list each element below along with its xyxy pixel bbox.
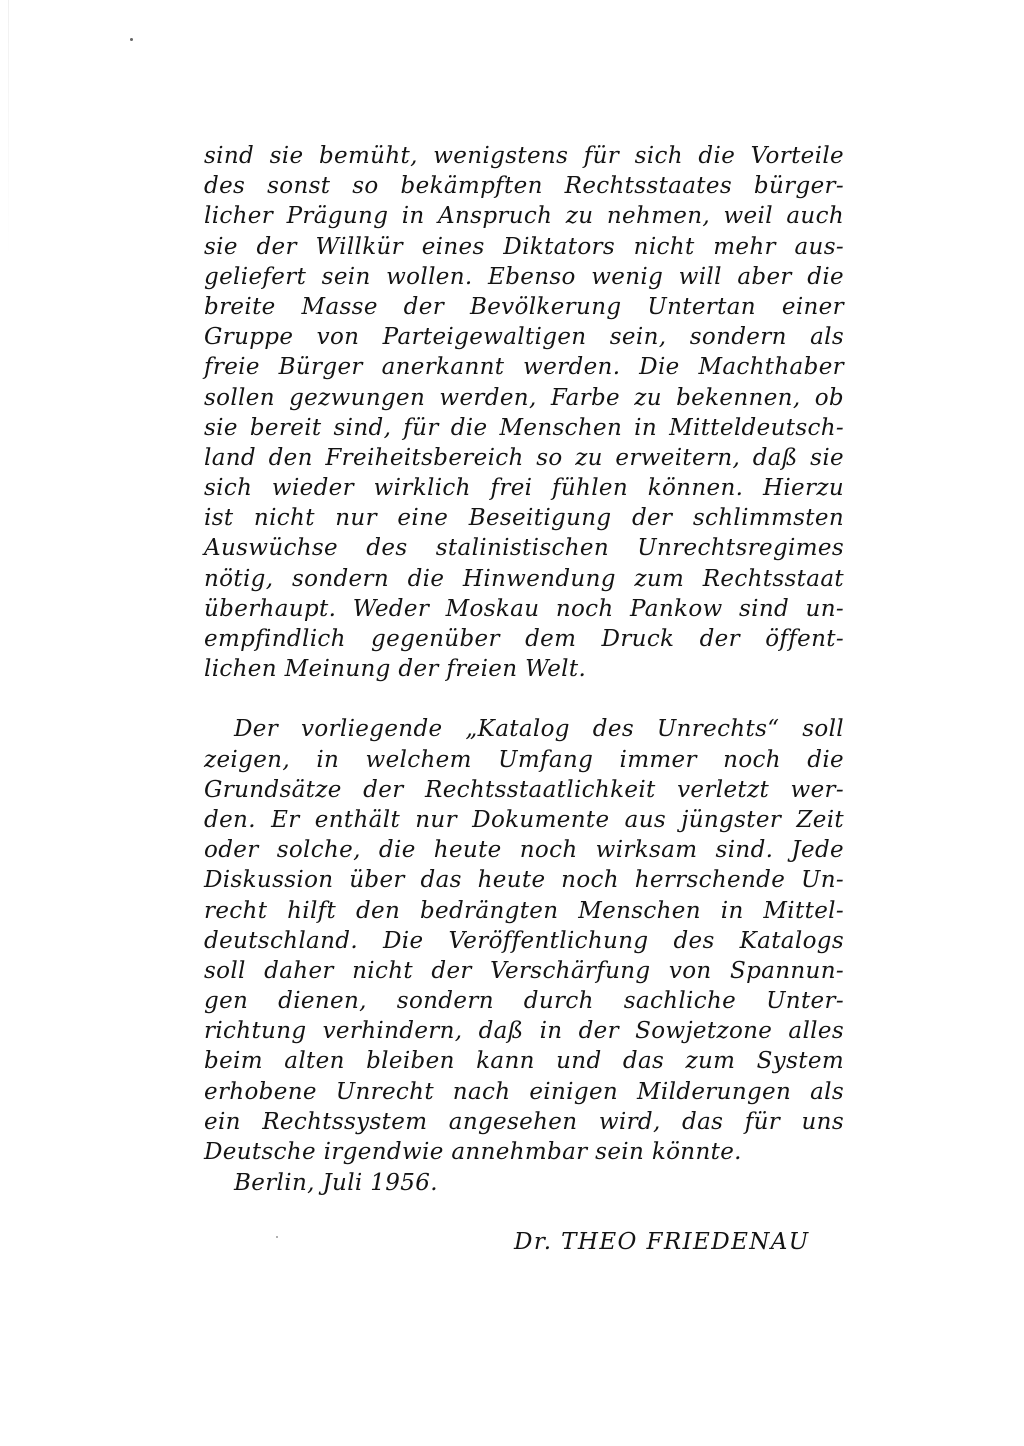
paragraph-1 <box>204 141 844 684</box>
text-line: des sonst so bekämpften Rechtsstaates bürger- <box>204 173 844 200</box>
body-text <box>204 141 844 1167</box>
text-line: empfindlich gegenüber dem Druck der öffent- <box>204 626 844 652</box>
text-line: ein Rechtssystem angesehen wird, das für uns <box>204 1108 844 1135</box>
text-line: ist nicht nur eine Beseitigung der schlimmsten <box>204 505 844 532</box>
text-line: überhaupt. Weder Moskau noch Pankow sind un- <box>204 595 844 622</box>
text-line: beim alten bleiben kann und das zum System <box>204 1048 844 1075</box>
author-signature: Dr. THEO FRIEDENAU <box>514 1229 810 1255</box>
text-line: recht hilft den bedrängten Menschen in Mittel- <box>204 897 844 924</box>
text-line: geliefert sein wollen. Ebenso wenig will aber die <box>204 263 844 290</box>
text-line: zeigen, in welchem Umfang immer noch die <box>204 746 844 773</box>
text-line: den. Er enthält nur Dokumente aus jüngster Zeit <box>204 806 844 833</box>
text-line: erhobene Unrecht nach einigen Milderungen als <box>204 1078 844 1105</box>
scan-speck <box>276 1236 278 1238</box>
text-line: Diskussion über das heute noch herrschende Un- <box>204 867 844 894</box>
text-line: sind sie bemüht, wenigstens für sich die Vorteile <box>204 143 844 169</box>
place-date: Berlin, Juli 1956. <box>234 1170 438 1196</box>
text-line: sie bereit sind, für die Menschen in Mitteldeutsch- <box>204 414 844 441</box>
paragraph-2 <box>204 714 844 1167</box>
text-line: breite Masse der Bevölkerung Untertan einer <box>204 293 844 320</box>
text-line: Der vorliegende „Katalog des Unrechts“ soll <box>234 716 844 743</box>
text-line: sich wieder wirklich frei fühlen können. Hierzu <box>204 475 844 502</box>
scan-edge-shadow <box>8 0 9 260</box>
text-line: soll daher nicht der Verschärfung von Spannun- <box>204 957 844 984</box>
text-line: Gruppe von Parteigewaltigen sein, sondern als <box>204 324 844 351</box>
text-line: sie der Willkür eines Diktators nicht mehr aus- <box>204 233 844 260</box>
scan-speck <box>130 38 133 41</box>
text-line: oder solche, die heute noch wirksam sind. Jede <box>204 837 844 864</box>
text-line: licher Prägung in Anspruch zu nehmen, weil auch <box>204 203 844 230</box>
text-line: lichen Meinung der freien Welt. <box>204 656 587 683</box>
paragraph-gap <box>204 684 844 714</box>
text-line: gen dienen, sondern durch sachliche Unter- <box>204 988 844 1015</box>
text-line: Auswüchse des stalinistischen Unrechtsregimes <box>204 535 844 562</box>
text-line: Grundsätze der Rechtsstaatlichkeit verletzt wer- <box>204 776 844 803</box>
text-line: Deutsche irgendwie annehmbar sein könnte. <box>204 1139 742 1165</box>
text-line: land den Freiheitsbereich so zu erweitern, daß sie <box>204 444 844 471</box>
text-line: nötig, sondern die Hinwendung zum Rechtsstaat <box>204 565 844 592</box>
text-line: deutschland. Die Veröffentlichung des Katalogs <box>204 927 844 954</box>
text-line: richtung verhindern, daß in der Sowjetzone alles <box>204 1018 844 1045</box>
text-line: sollen gezwungen werden, Farbe zu bekennen, ob <box>204 384 844 411</box>
text-line: freie Bürger anerkannt werden. Die Machthaber <box>204 354 844 381</box>
